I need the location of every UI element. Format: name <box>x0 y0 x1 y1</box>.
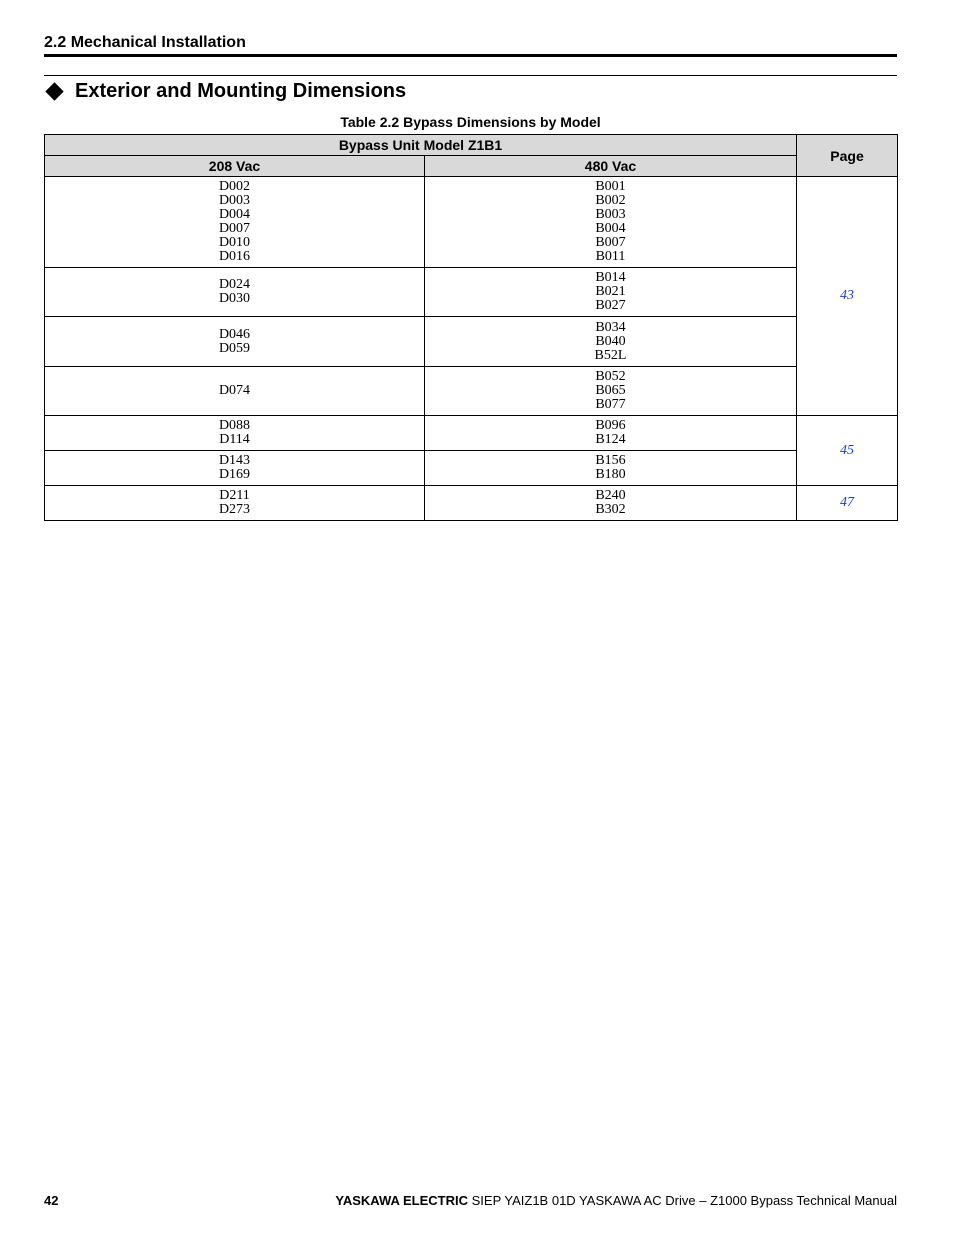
footer-manual-title <box>335 1193 897 1208</box>
footer-manual: SIEP YAIZ1B 01D YASKAWA AC Drive – Z1000 Bypass Technical Manual <box>468 1193 897 1208</box>
page-link-43[interactable]: 43 <box>797 177 898 416</box>
model-480-cell: B156 B180 <box>425 451 797 486</box>
model-208-cell: D046 D059 <box>45 317 425 367</box>
model-480-cell: B052 B065 B077 <box>425 367 797 416</box>
column-header-480vac: 480 Vac <box>425 156 797 177</box>
page-heading <box>44 80 406 103</box>
table-row <box>45 177 898 268</box>
column-header-page: Page <box>797 135 898 177</box>
bypass-dimensions-table <box>44 134 898 521</box>
table-row <box>45 367 898 416</box>
group-header: Bypass Unit Model Z1B1 <box>45 135 797 156</box>
model-208-cell: D088 D114 <box>45 416 425 451</box>
header-rule-thin <box>44 75 897 76</box>
table-row <box>45 268 898 317</box>
column-header-208vac: 208 Vac <box>45 156 425 177</box>
footer-brand: YASKAWA ELECTRIC <box>335 1193 469 1208</box>
table-row <box>45 486 898 521</box>
table-row <box>45 451 898 486</box>
model-480-cell: B034 B040 B52L <box>425 317 797 367</box>
model-480-cell: B096 B124 <box>425 416 797 451</box>
model-480-cell: B001 B002 B003 B004 B007 B011 <box>425 177 797 268</box>
table-row <box>45 317 898 367</box>
page-link-45[interactable]: 45 <box>797 416 898 486</box>
model-208-cell: D211 D273 <box>45 486 425 521</box>
page-title: Exterior and Mounting Dimensions <box>75 80 407 102</box>
table-row <box>45 416 898 451</box>
header-rule <box>44 54 897 57</box>
diamond-bullet-icon <box>45 82 63 100</box>
section-header: 2.2 Mechanical Installation <box>44 34 246 51</box>
model-208-cell: D002 D003 D004 D007 D010 D016 <box>45 177 425 268</box>
table-caption: Table 2.2 Bypass Dimensions by Model <box>340 114 601 130</box>
model-208-cell: D074 <box>45 367 425 416</box>
page-link-47[interactable]: 47 <box>797 486 898 521</box>
page-number: 42 <box>44 1193 59 1208</box>
model-480-cell: B240 B302 <box>425 486 797 521</box>
model-208-cell: D143 D169 <box>45 451 425 486</box>
model-480-cell: B014 B021 B027 <box>425 268 797 317</box>
model-208-cell: D024 D030 <box>45 268 425 317</box>
